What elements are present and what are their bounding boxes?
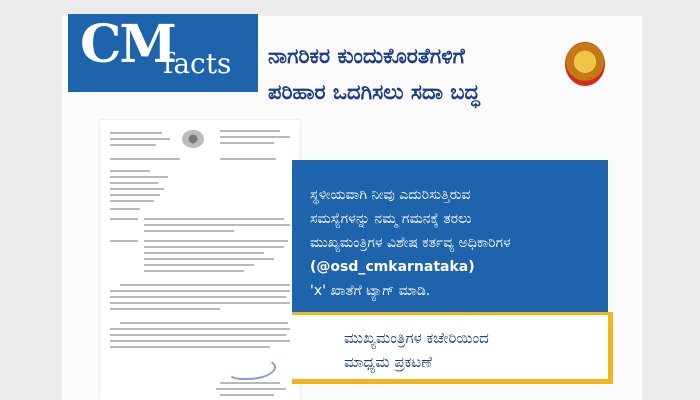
osd-handle: (@osd_cmkarnataka) — [310, 259, 475, 275]
logo-cm-text: CM — [80, 14, 175, 75]
info-line-1: ಸ್ಥಳೀಯವಾಗಿ ನೀವು ಎದುರಿಸುತ್ತಿರುವ — [310, 187, 471, 203]
logo-facts-text: facts — [163, 47, 232, 80]
headline-line-1: ನಾಗರಿಕರ ಕುಂದುಕೊರತೆಗಳಿಗೆ — [268, 44, 465, 68]
info-line-5: 'x' ಖಾತೆಗೆ ಟ್ಯಾಗ್ ಮಾಡಿ. — [310, 283, 431, 299]
seal-icon — [182, 130, 204, 148]
info-line-2: ಸಮಸ್ಯೆಗಳನ್ನು ನಮ್ಮ ಗಮನಕ್ಕೆ ತರಲು — [310, 211, 472, 227]
signature-mark — [228, 358, 276, 380]
info-line-3: ಮುಖ್ಯಮಂತ್ರಿಗಳ ವಿಶೇಷ ಕರ್ತವ್ಯ ಅಧಿಕಾರಿಗಳ — [310, 235, 511, 251]
headline — [268, 38, 558, 110]
press-line-1: ಮುಖ್ಯಮಂತ್ರಿಗಳ ಕಚೇರಿಯಿಂದ — [344, 329, 489, 347]
government-letter-image — [100, 120, 300, 400]
press-line-2: ಮಾಧ್ಯಮ ಪ್ರಕಟಣೆ — [344, 353, 433, 371]
press-release-text — [344, 326, 604, 374]
info-text — [310, 183, 602, 303]
headline-line-2: ಪರಿಹಾರ ಒದಗಿಸಲು ಸದಾ ಬದ್ಧ — [268, 80, 480, 104]
karnataka-emblem-icon — [565, 42, 605, 86]
